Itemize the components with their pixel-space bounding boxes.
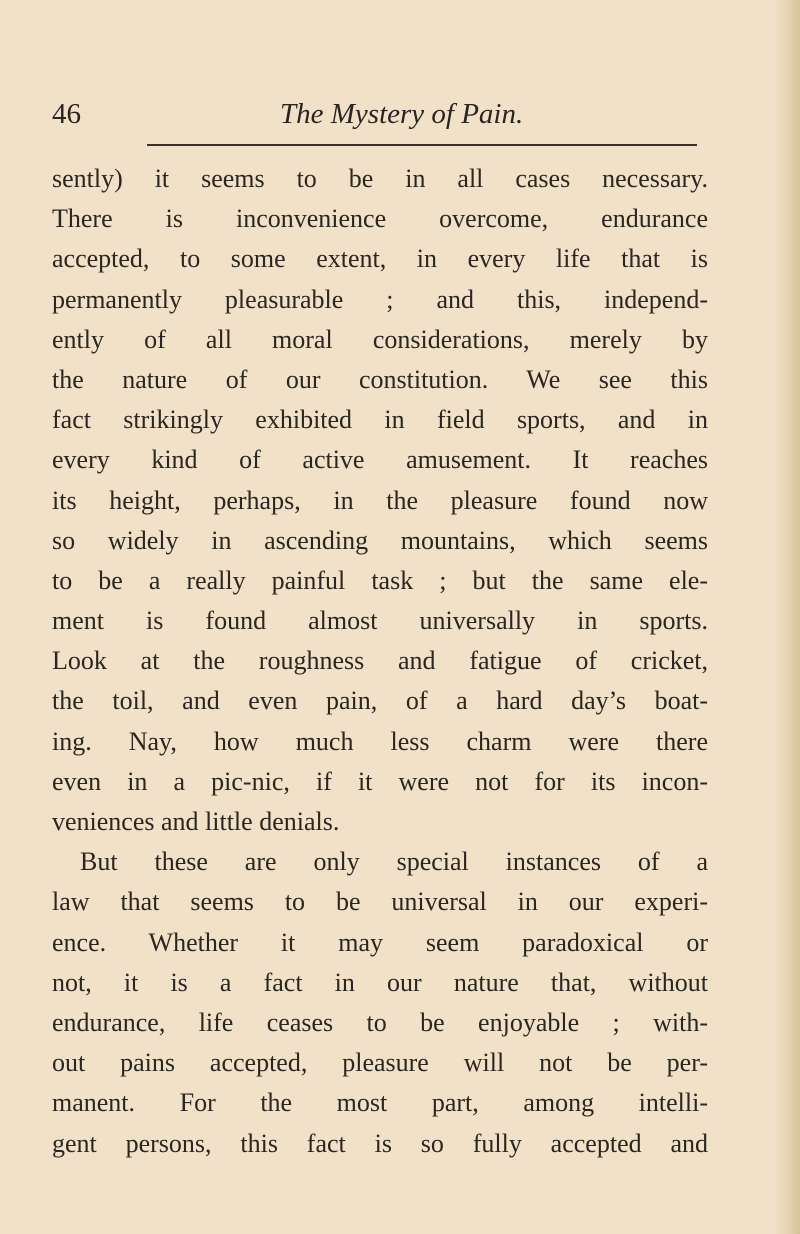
text-line: even in a pic-nic, if it were not for its incon-	[52, 766, 708, 796]
text-line: sently) it seems to be in all cases necessary.	[52, 164, 708, 193]
text-line: permanently pleasurable ; and this, independ-	[52, 284, 708, 314]
text-line: fact strikingly exhibited in field sports, and in	[52, 405, 708, 435]
text-line: Look at the roughness and fatigue of cricket,	[52, 646, 708, 676]
text-line: every kind of active amusement. It reaches	[52, 445, 708, 475]
paragraph-end-line: veniences and little denials.	[52, 807, 340, 836]
body-text	[52, 159, 708, 1164]
text-line: accepted, to some extent, in every life that is	[52, 244, 708, 274]
running-title: The Mystery of Pain.	[280, 98, 524, 130]
text-line: not, it is a fact in our nature that, without	[52, 967, 708, 997]
text-line: the nature of our constitution. We see this	[52, 364, 708, 394]
header-rule	[147, 144, 697, 146]
text-line: There is inconvenience overcome, endurance	[52, 204, 708, 234]
text-line: ing. Nay, how much less charm were there	[52, 726, 708, 756]
page-edge-shadow	[774, 0, 800, 1234]
text-line: its height, perhaps, in the pleasure found now	[52, 485, 708, 515]
running-head	[52, 98, 612, 138]
text-line: law that seems to be universal in our experi-	[52, 887, 708, 917]
text-line: manent. For the most part, among intelli-	[52, 1088, 708, 1118]
text-line: out pains accepted, pleasure will not be per-	[52, 1048, 708, 1078]
text-line: to be a really painful task ; but the same ele-	[52, 565, 708, 595]
text-line: so widely in ascending mountains, which seems	[52, 525, 708, 555]
text-line: gent persons, this fact is so fully accepted and	[52, 1128, 708, 1158]
text-line: the toil, and even pain, of a hard day’s boat-	[52, 686, 708, 716]
text-line: ently of all moral considerations, merely by	[52, 324, 708, 354]
text-line: ence. Whether it may seem paradoxical or	[52, 927, 708, 957]
text-line: ment is found almost universally in sports.	[52, 606, 708, 636]
page-number: 46	[52, 98, 81, 130]
paragraph-start-line: But these are only special instances of a	[80, 847, 708, 877]
text-line: endurance, life ceases to be enjoyable ; with-	[52, 1007, 708, 1037]
